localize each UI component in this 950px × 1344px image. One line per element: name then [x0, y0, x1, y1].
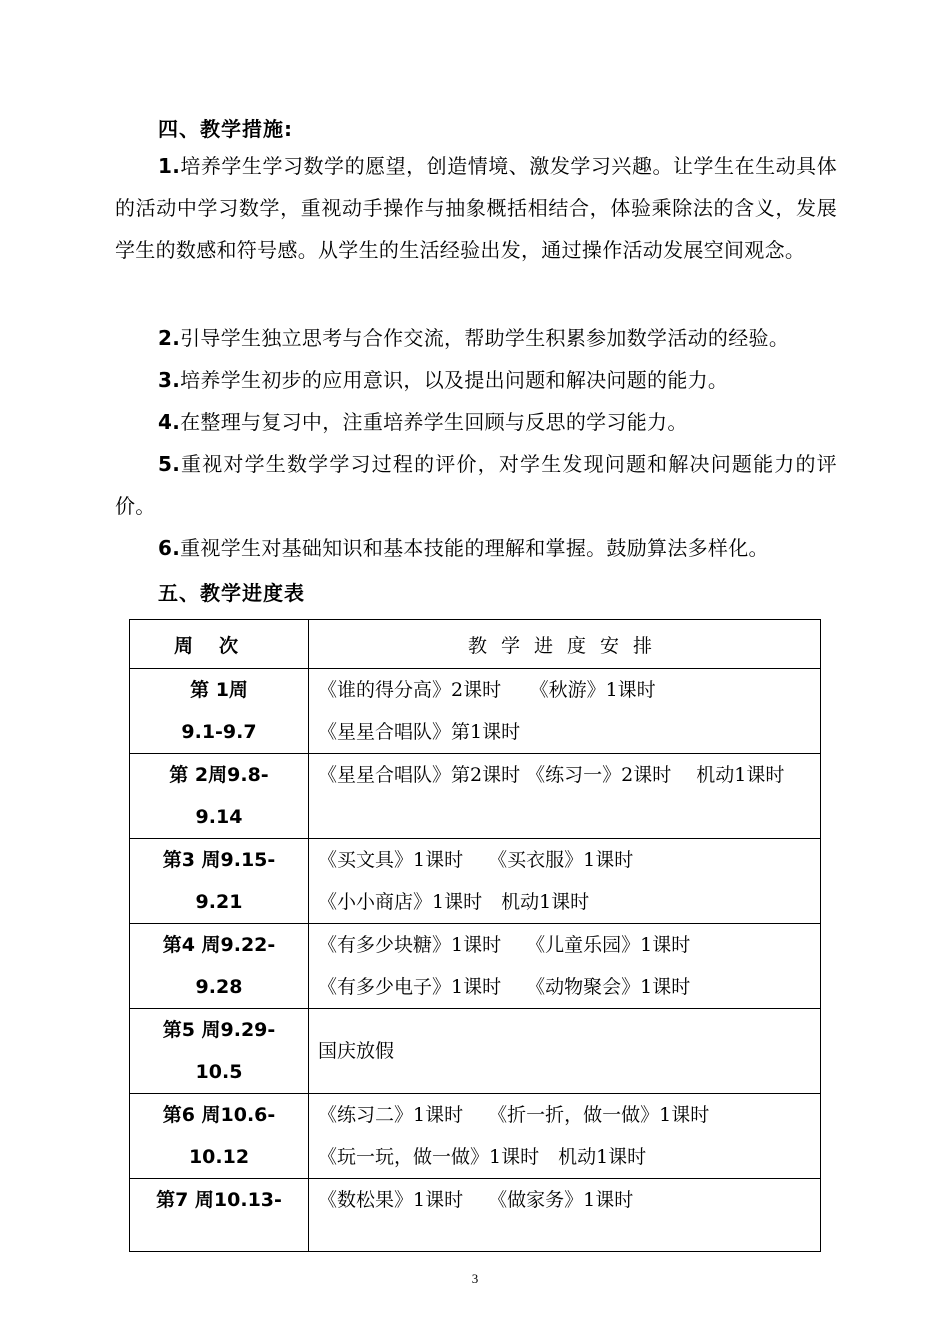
- schedule-table: [129, 619, 821, 1252]
- week-cell: [130, 1179, 309, 1252]
- item-text: 重视对学生数学学习过程的评价，对学生发现问题和解决问题能力的评价。: [115, 452, 837, 518]
- week-line: 第 2周9.8-: [169, 764, 269, 786]
- item-number: 1.: [158, 154, 181, 178]
- plan-cell: [309, 1009, 821, 1094]
- plan-line: 《谁的得分高》2课时 《秋游》1课时: [318, 679, 656, 701]
- week-cell: [130, 839, 309, 924]
- measure-item-2: [115, 317, 837, 359]
- item-text: 引导学生独立思考与合作交流，帮助学生积累参加数学活动的经验。: [180, 326, 790, 350]
- plan-line: 《玩一玩，做一做》1课时 机动1课时: [318, 1146, 647, 1168]
- column-header-plan: 教学进度安排: [309, 620, 821, 669]
- week-line: 第5 周9.29-: [162, 1019, 276, 1041]
- section-heading-measures: 四、教学措施:: [158, 117, 293, 141]
- plan-line: 《练习二》1课时 《折一折，做一做》1课时: [318, 1104, 710, 1126]
- item-text: 培养学生初步的应用意识，以及提出问题和解决问题的能力。: [180, 368, 729, 392]
- week-line: 9.28: [195, 976, 243, 998]
- plan-line: 《小小商店》1课时 机动1课时: [318, 891, 590, 913]
- week-cell: [130, 1094, 309, 1179]
- plan-line: 国庆放假: [318, 1040, 395, 1062]
- plan-line: 《买文具》1课时 《买衣服》1课时: [318, 849, 634, 871]
- measure-item-1: [115, 145, 837, 271]
- week-line: 第3 周9.15-: [162, 849, 276, 871]
- week-line: 第6 周10.6-: [162, 1104, 276, 1126]
- plan-cell: [309, 839, 821, 924]
- item-text: 重视学生对基础知识和基本技能的理解和掌握。鼓励算法多样化。: [180, 536, 769, 560]
- page-number: 3: [471, 1271, 479, 1286]
- section-heading-schedule: 五、教学进度表: [158, 581, 305, 605]
- week-line: 第7 周10.13-: [156, 1189, 282, 1211]
- week-cell: [130, 924, 309, 1009]
- table-row: [130, 754, 821, 839]
- week-cell: [130, 1009, 309, 1094]
- table-row: [130, 1094, 821, 1179]
- plan-line: 《星星合唱队》第2课时 《练习一》2课时 机动1课时: [318, 764, 785, 786]
- week-line: 9.21: [195, 891, 243, 913]
- week-line: 10.5: [195, 1061, 243, 1083]
- plan-line: 《星星合唱队》第1课时: [318, 721, 521, 743]
- plan-cell: [309, 1179, 821, 1252]
- item-number: 6.: [158, 536, 181, 560]
- week-line: 9.1-9.7: [181, 721, 257, 743]
- week-line: 第 1周: [190, 679, 248, 701]
- item-text: 在整理与复习中，注重培养学生回顾与反思的学习能力。: [180, 410, 688, 434]
- plan-cell: [309, 924, 821, 1009]
- week-line: 10.12: [188, 1146, 250, 1168]
- plan-line: 《有多少电子》1课时 《动物聚会》1课时: [318, 976, 691, 998]
- table-header-row: [130, 620, 821, 669]
- measure-item-3: [115, 359, 837, 401]
- plan-cell: [309, 669, 821, 754]
- week-cell: [130, 669, 309, 754]
- table-row: [130, 1009, 821, 1094]
- plan-line: 《数松果》1课时 《做家务》1课时: [318, 1189, 634, 1211]
- week-cell: [130, 754, 309, 839]
- item-number: 5.: [158, 452, 181, 476]
- table-row: [130, 839, 821, 924]
- table-row: [130, 1179, 821, 1252]
- plan-cell: [309, 754, 821, 839]
- item-number: 3.: [158, 368, 181, 392]
- item-text: 培养学生学习数学的愿望，创造情境、激发学习兴趣。让学生在生动具体的活动中学习数学，重视动手操作与抽象概括相结合，体验乘除法的含义，发展学生的数感和符号感。从学生的生活经验出发，通过操作活动发展空间观念。: [115, 154, 837, 262]
- week-line: 9.14: [195, 806, 243, 828]
- item-number: 2.: [158, 326, 181, 350]
- table-row: [130, 924, 821, 1009]
- measure-item-4: [115, 401, 837, 443]
- item-number: 4.: [158, 410, 181, 434]
- column-header-week: 周次: [130, 620, 309, 669]
- plan-line: 《有多少块糖》1课时 《儿童乐园》1课时: [318, 934, 691, 956]
- measure-item-6: [115, 527, 837, 569]
- table-row: [130, 669, 821, 754]
- measure-item-5: [115, 443, 837, 527]
- week-line: 第4 周9.22-: [162, 934, 276, 956]
- plan-cell: [309, 1094, 821, 1179]
